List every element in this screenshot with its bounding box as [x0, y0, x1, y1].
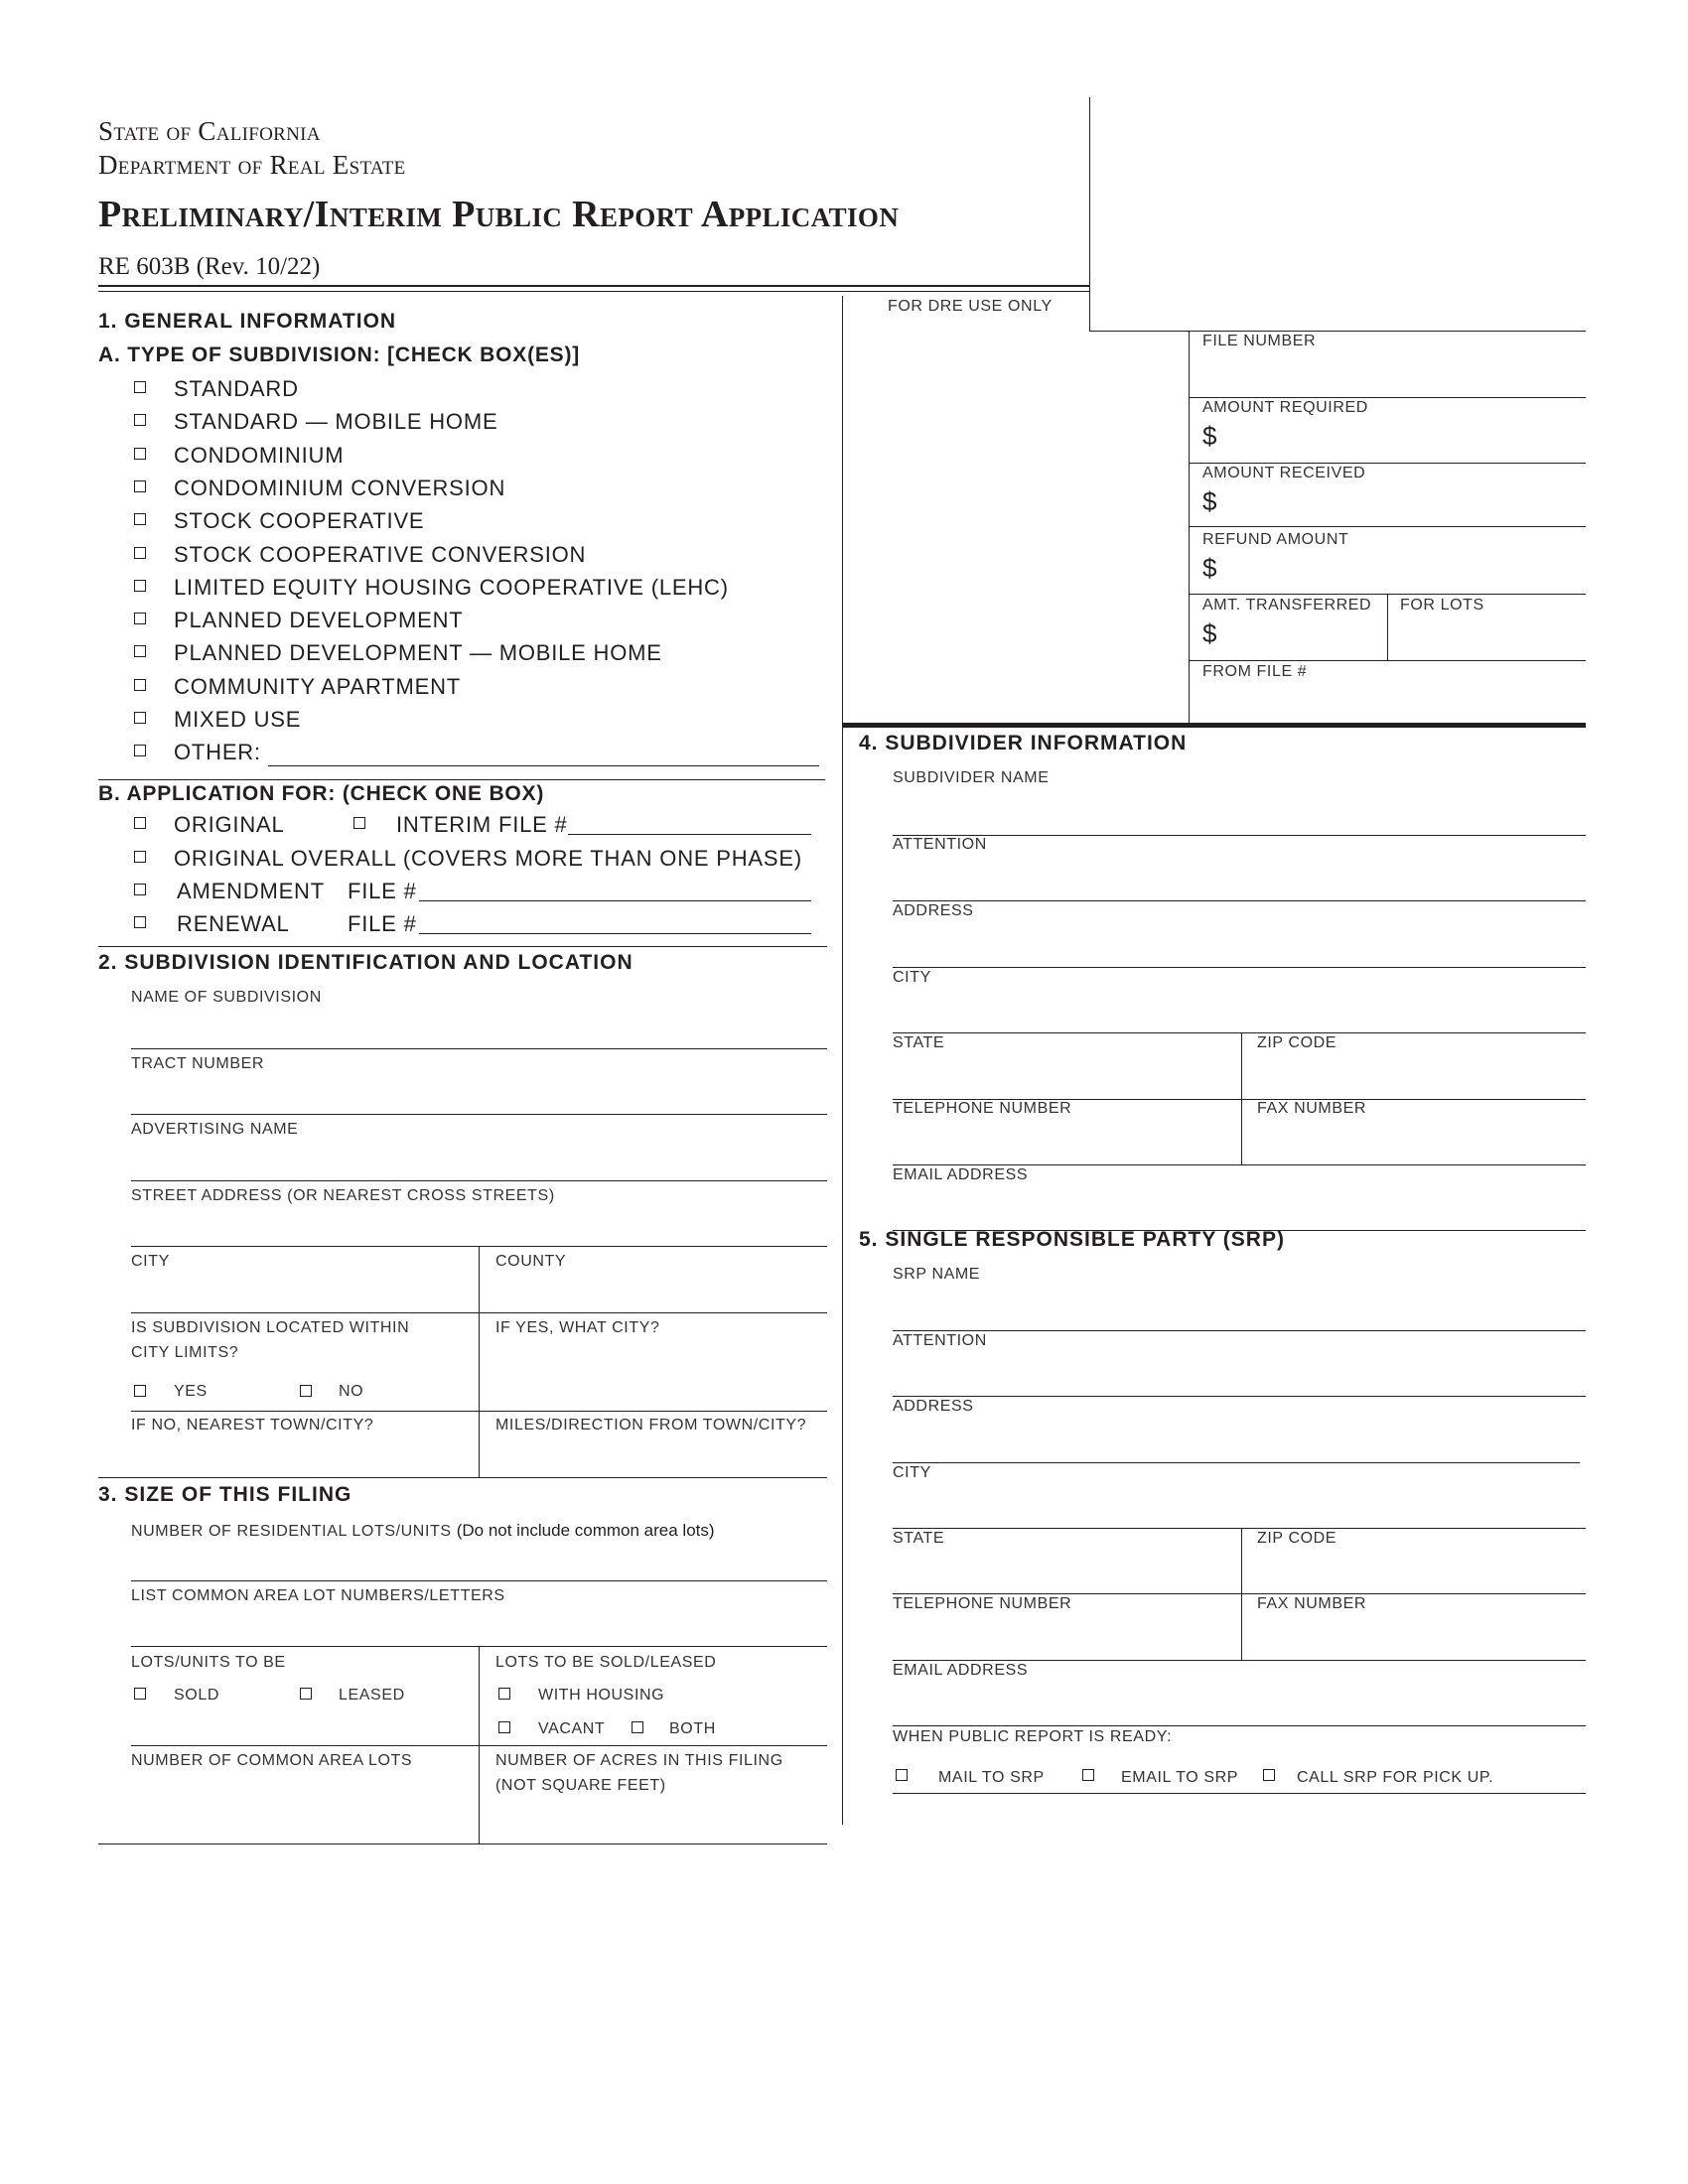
subdivider-address-field[interactable] — [893, 967, 1586, 968]
subdivider-address-label: ADDRESS — [893, 902, 974, 919]
header-rule — [98, 285, 1089, 287]
acres-note: (NOT SQUARE FEET) — [495, 1777, 666, 1794]
type-standard-mobile-home-checkbox[interactable] — [134, 414, 146, 426]
sold-checkbox[interactable] — [134, 1688, 146, 1700]
tract-number-field[interactable] — [131, 1114, 827, 1115]
sold-label: SOLD — [174, 1687, 219, 1704]
interim-file-label: INTERIM FILE # — [396, 812, 568, 837]
call-srp-label: CALL SRP FOR PICK UP. — [1297, 1769, 1494, 1786]
subdivider-zip-label: ZIP CODE — [1257, 1034, 1337, 1051]
header-rule-thin — [98, 291, 1089, 292]
num-residential-text: NUMBER OF RESIDENTIAL LOTS/UNITS — [131, 1523, 452, 1540]
subdivider-email-label: EMAIL ADDRESS — [893, 1166, 1029, 1183]
subdivider-name-label: SUBDIVIDER NAME — [893, 769, 1050, 786]
dollar-sign: $ — [1202, 486, 1217, 516]
subdivider-name-field[interactable] — [893, 835, 1586, 836]
both-checkbox[interactable] — [632, 1721, 643, 1733]
dre-box-bottom-rule — [842, 723, 1586, 728]
other-input[interactable] — [268, 763, 819, 766]
srp-email-field[interactable] — [893, 1725, 1586, 1726]
lots-to-be-label: LOTS/UNITS TO BE — [131, 1654, 286, 1671]
dollar-sign: $ — [1202, 421, 1217, 451]
call-srp-checkbox[interactable] — [1263, 1769, 1275, 1781]
interim-checkbox[interactable] — [353, 817, 365, 829]
type-condominium-checkbox[interactable] — [134, 448, 146, 460]
amendment-checkbox[interactable] — [134, 884, 146, 895]
form-number: RE 603B (Rev. 10/22) — [98, 253, 321, 280]
subdivider-fax-label: FAX NUMBER — [1257, 1100, 1367, 1117]
refund-amount-label: REFUND AMOUNT — [1202, 531, 1349, 548]
amount-required-label: AMOUNT REQUIRED — [1202, 399, 1368, 416]
advertising-name-label: ADVERTISING NAME — [131, 1121, 299, 1138]
subdivider-city-label: CITY — [893, 969, 931, 986]
what-city-label: IF YES, WHAT CITY? — [495, 1319, 660, 1336]
srp-phone-label: TELEPHONE NUMBER — [893, 1595, 1072, 1612]
srp-zip-label: ZIP CODE — [1257, 1530, 1337, 1547]
list-common-label: LIST COMMON AREA LOT NUMBERS/LETTERS — [131, 1587, 505, 1604]
both-label: BOTH — [669, 1720, 716, 1737]
subdivision-name-field[interactable] — [131, 1048, 827, 1049]
original-overall-label: ORIGINAL OVERALL (COVERS MORE THAN ONE PHASE) — [174, 846, 802, 871]
type-standard-mobile-home-label: STANDARD — MOBILE HOME — [174, 409, 498, 435]
subdivider-city-field[interactable] — [893, 1032, 1586, 1033]
srp-fax-label: FAX NUMBER — [1257, 1595, 1367, 1612]
type-condominium-label: CONDOMINIUM — [174, 442, 345, 468]
mail-to-srp-checkbox[interactable] — [896, 1769, 908, 1781]
column-divider — [842, 296, 843, 1825]
srp-name-label: SRP NAME — [893, 1266, 981, 1283]
no-label: NO — [339, 1383, 364, 1400]
section-2-title: 2. SUBDIVISION IDENTIFICATION AND LOCATION — [98, 951, 633, 974]
type-planned-development-mobile-home-checkbox[interactable] — [134, 645, 146, 657]
type-condominium-conversion-label: CONDOMINIUM CONVERSION — [174, 475, 506, 500]
from-file-label: FROM FILE # — [1202, 663, 1308, 680]
interim-file-input[interactable] — [568, 832, 811, 835]
miles-direction-label: MILES/DIRECTION FROM TOWN/CITY? — [495, 1417, 807, 1433]
when-ready-label: WHEN PUBLIC REPORT IS READY: — [893, 1728, 1173, 1745]
form-title: Preliminary/Interim Public Report Application — [98, 194, 900, 235]
email-to-srp-checkbox[interactable] — [1082, 1769, 1094, 1781]
leased-label: LEASED — [339, 1687, 405, 1704]
subdivider-attention-field[interactable] — [893, 900, 1586, 901]
renewal-file-input[interactable] — [419, 931, 811, 934]
subdivider-state-label: STATE — [893, 1034, 945, 1051]
type-planned-development-label: PLANNED DEVELOPMENT — [174, 608, 464, 633]
within-limits-label-2: CITY LIMITS? — [131, 1344, 239, 1361]
original-checkbox[interactable] — [134, 817, 146, 829]
type-community-apartment-checkbox[interactable] — [134, 679, 146, 691]
srp-attention-label: ATTENTION — [893, 1332, 987, 1349]
type-lehc-label: LIMITED EQUITY HOUSING COOPERATIVE (LEHC) — [174, 574, 729, 600]
renewal-file-label: FILE # — [348, 911, 417, 936]
type-planned-development-checkbox[interactable] — [134, 613, 146, 624]
type-stock-cooperative-label: STOCK COOPERATIVE — [174, 508, 425, 534]
state-name: State of California — [98, 116, 321, 146]
amt-transferred-label: AMT. TRANSFERRED — [1202, 597, 1372, 614]
amendment-label: AMENDMENT — [177, 879, 325, 903]
subdivider-phone-label: TELEPHONE NUMBER — [893, 1100, 1072, 1117]
num-residential-field[interactable] — [131, 1580, 827, 1581]
with-housing-checkbox[interactable] — [498, 1688, 510, 1700]
city-label: CITY — [131, 1253, 170, 1270]
department-name: Department of Real Estate — [98, 150, 406, 180]
header-divider — [1089, 97, 1090, 332]
srp-city-field[interactable] — [893, 1528, 1586, 1529]
original-overall-checkbox[interactable] — [134, 851, 146, 863]
num-residential-note: (Do not include common area lots) — [456, 1521, 715, 1540]
dollar-sign: $ — [1202, 618, 1217, 648]
original-label: ORIGINAL — [174, 812, 285, 837]
type-community-apartment-label: COMMUNITY APARTMENT — [174, 673, 461, 699]
type-other-checkbox[interactable] — [134, 745, 146, 756]
srp-email-label: EMAIL ADDRESS — [893, 1662, 1029, 1679]
srp-attention-field[interactable] — [893, 1396, 1586, 1397]
section-1-title: 1. GENERAL INFORMATION — [98, 310, 397, 333]
renewal-label: RENEWAL — [177, 911, 290, 936]
srp-address-field[interactable] — [893, 1462, 1580, 1463]
lots-sold-leased-label: LOTS TO BE SOLD/LEASED — [495, 1654, 717, 1671]
num-common-label: NUMBER OF COMMON AREA LOTS — [131, 1752, 413, 1769]
mail-to-srp-label: MAIL TO SRP — [938, 1769, 1045, 1786]
type-standard-checkbox[interactable] — [134, 381, 146, 393]
amendment-file-input[interactable] — [419, 898, 811, 901]
type-mixed-use-label: MIXED USE — [174, 707, 302, 732]
srp-state-label: STATE — [893, 1530, 945, 1547]
with-housing-label: WITH HOUSING — [538, 1687, 665, 1704]
type-other-label: OTHER: — [174, 740, 261, 765]
acres-label: NUMBER OF ACRES IN THIS FILING — [495, 1752, 783, 1769]
email-to-srp-label: EMAIL TO SRP — [1121, 1769, 1239, 1786]
section-4-title: 4. SUBDIVIDER INFORMATION — [859, 732, 1188, 754]
amount-received-label: AMOUNT RECEIVED — [1202, 465, 1366, 481]
subdivider-attention-label: ATTENTION — [893, 836, 987, 853]
city-county-field[interactable] — [131, 1312, 827, 1313]
advertising-name-field[interactable] — [131, 1180, 827, 1181]
street-address-label: STREET ADDRESS (OR NEAREST CROSS STREETS) — [131, 1187, 555, 1204]
type-stock-cooperative-conversion-label: STOCK COOPERATIVE CONVERSION — [174, 541, 587, 567]
within-no-checkbox[interactable] — [300, 1385, 312, 1397]
type-stock-cooperative-checkbox[interactable] — [134, 513, 146, 525]
srp-address-label: ADDRESS — [893, 1398, 974, 1415]
srp-name-field[interactable] — [893, 1330, 1586, 1331]
subdivision-name-label: NAME OF SUBDIVISION — [131, 989, 322, 1006]
type-standard-label: STANDARD — [174, 376, 299, 401]
tract-number-label: TRACT NUMBER — [131, 1055, 265, 1072]
section-1b-title: B. APPLICATION FOR: (CHECK ONE BOX) — [98, 782, 545, 805]
file-number-label: FILE NUMBER — [1202, 333, 1317, 349]
type-stock-cooperative-conversion-checkbox[interactable] — [134, 547, 146, 559]
county-label: COUNTY — [495, 1253, 567, 1270]
type-planned-development-mobile-home-label: PLANNED DEVELOPMENT — MOBILE HOME — [174, 640, 662, 666]
vacant-label: VACANT — [538, 1720, 606, 1737]
amendment-file-label: FILE # — [348, 879, 417, 903]
section-5-title: 5. SINGLE RESPONSIBLE PARTY (SRP) — [859, 1228, 1285, 1251]
srp-city-label: CITY — [893, 1464, 931, 1481]
type-condominium-conversion-checkbox[interactable] — [134, 480, 146, 492]
nearest-town-label: IF NO, NEAREST TOWN/CITY? — [131, 1417, 374, 1433]
yes-label: YES — [174, 1383, 208, 1400]
dre-use-label: FOR DRE USE ONLY — [888, 298, 1053, 315]
num-residential-label — [131, 1521, 715, 1541]
section-1a-title: A. TYPE OF SUBDIVISION: [CHECK BOX(ES)] — [98, 343, 581, 366]
type-mixed-use-checkbox[interactable] — [134, 712, 146, 724]
leased-checkbox[interactable] — [300, 1688, 312, 1700]
within-yes-checkbox[interactable] — [134, 1385, 146, 1397]
within-limits-label: IS SUBDIVISION LOCATED WITHIN — [131, 1319, 410, 1336]
renewal-checkbox[interactable] — [134, 916, 146, 928]
type-lehc-checkbox[interactable] — [134, 580, 146, 592]
section-3-title: 3. SIZE OF THIS FILING — [98, 1483, 352, 1506]
for-lots-label: FOR LOTS — [1400, 597, 1484, 614]
dollar-sign: $ — [1202, 553, 1217, 583]
vacant-checkbox[interactable] — [498, 1721, 510, 1733]
